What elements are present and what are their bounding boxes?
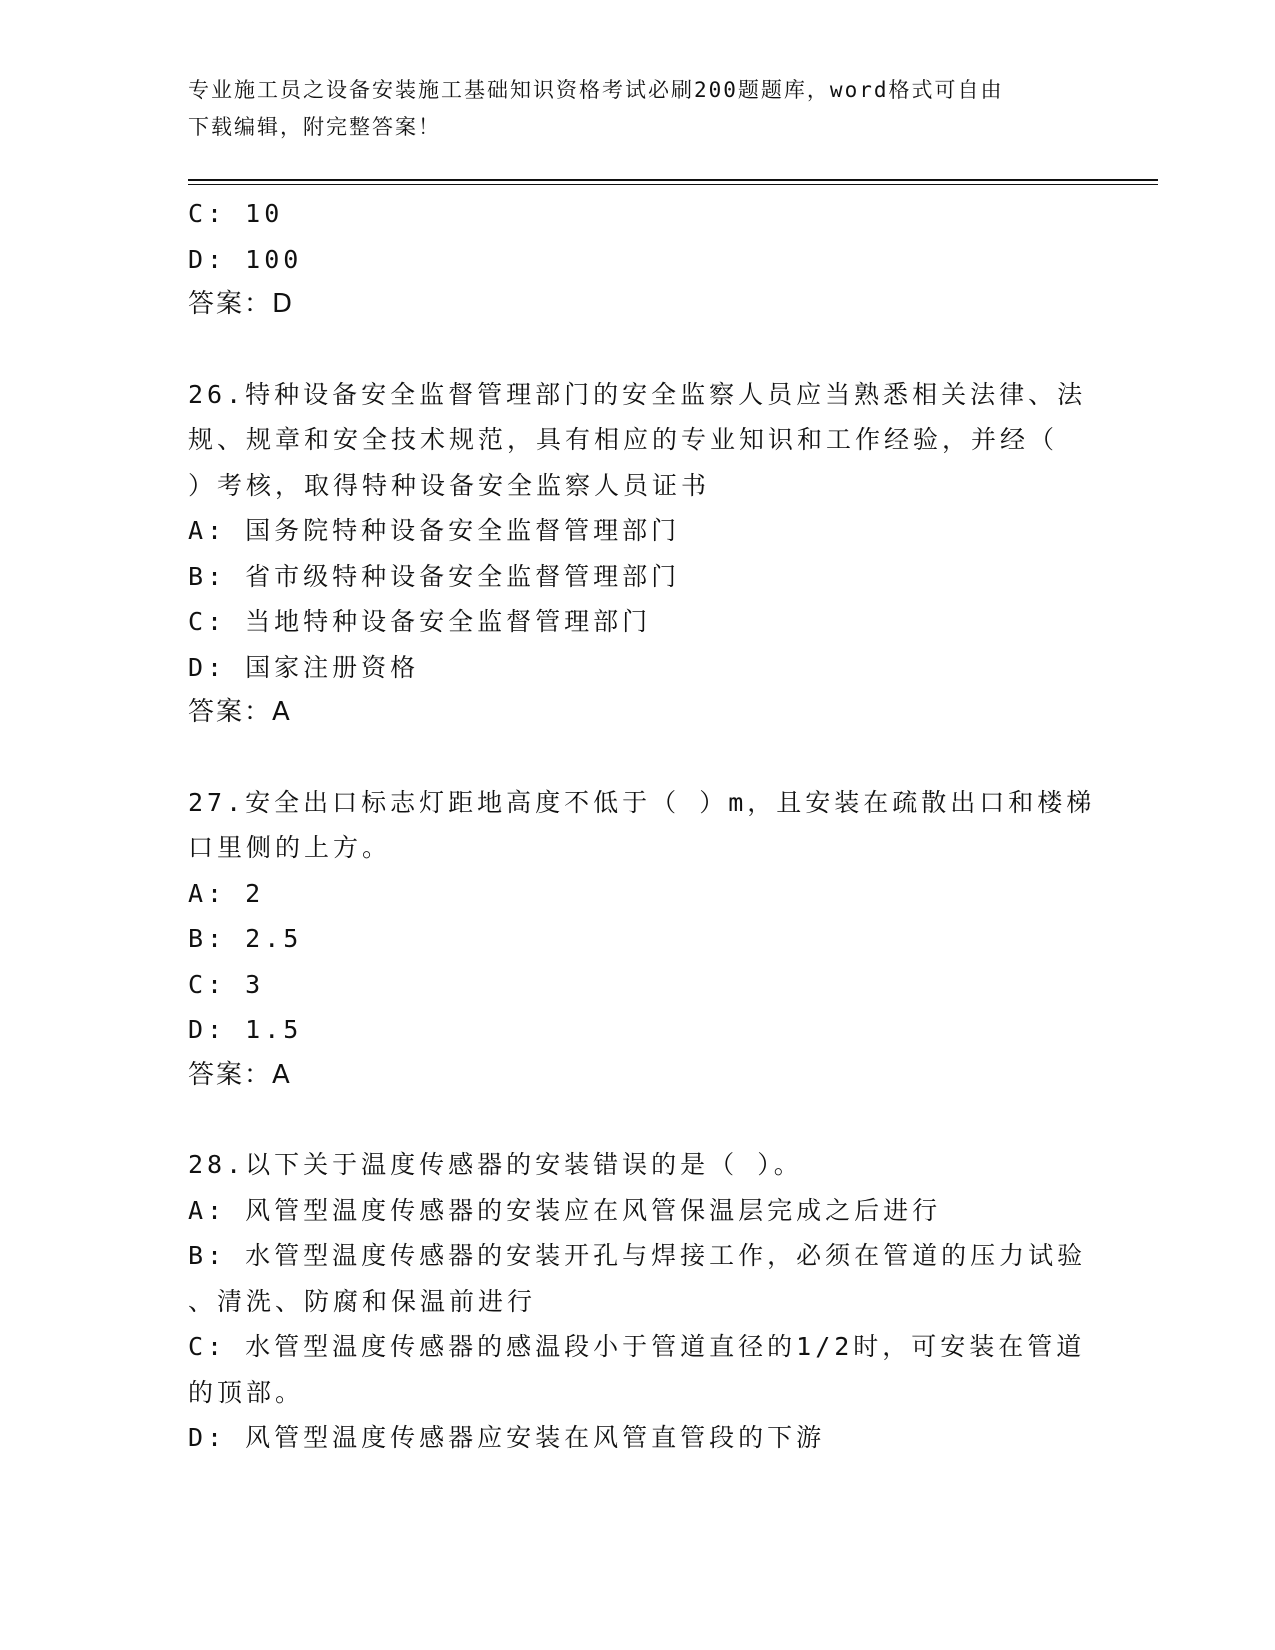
option-d: D: 1.5 bbox=[188, 1015, 303, 1044]
spacer bbox=[188, 736, 1088, 780]
question-text: 27.安全出口标志灯距地高度不低于（ ）m，且安装在疏散出口和楼梯 bbox=[188, 787, 1096, 817]
option-b: B: 省市级特种设备安全监督管理部门 bbox=[188, 561, 681, 591]
option-a: A: 国务院特种设备安全监督管理部门 bbox=[188, 516, 681, 545]
option-c-continued: 的顶部。 bbox=[188, 1377, 305, 1407]
header-rule-thin bbox=[188, 184, 1158, 185]
spacer bbox=[188, 328, 1088, 372]
answer-line: 答案：A bbox=[188, 697, 292, 727]
header-rule-thick bbox=[188, 179, 1158, 181]
option-c: C: 3 bbox=[188, 969, 265, 999]
option-d: D: 100 bbox=[188, 244, 303, 274]
question-25-tail bbox=[188, 191, 1088, 328]
option-b-continued: 、清洗、防腐和保温前进行 bbox=[188, 1286, 537, 1316]
question-text: 规、规章和安全技术规范，具有相应的专业知识和工作经验，并经（ bbox=[188, 425, 1059, 454]
option-c: C: 10 bbox=[188, 199, 284, 228]
option-d: D: 风管型温度传感器应安装在风管直管段的下游 bbox=[188, 1423, 826, 1452]
question-text: ）考核，取得特种设备安全监察人员证书 bbox=[188, 470, 711, 500]
answer-line: 答案：A bbox=[188, 1059, 292, 1090]
question-28 bbox=[188, 1142, 1088, 1461]
option-d: D: 国家注册资格 bbox=[188, 652, 420, 682]
document-header: 专业施工员之设备安装施工基础知识资格考试必刷200题题库，word格式可自由 下载编辑，附完整答案！ bbox=[188, 78, 1004, 139]
question-list bbox=[188, 191, 1096, 1461]
option-a: A: 2 bbox=[188, 878, 265, 908]
option-c: C: 水管型温度传感器的感温段小于管道直径的1/2时，可安装在管道 bbox=[188, 1332, 1086, 1361]
question-text: 口里侧的上方。 bbox=[188, 833, 392, 862]
question-26 bbox=[188, 372, 1088, 736]
question-text: 26.特种设备安全监督管理部门的安全监察人员应当熟悉相关法律、法 bbox=[188, 379, 1087, 409]
question-27 bbox=[188, 780, 1096, 1099]
option-b: B: 2.5 bbox=[188, 924, 303, 953]
answer-line: 答案：D bbox=[188, 289, 295, 319]
spacer bbox=[188, 1098, 1088, 1142]
option-a: A: 风管型温度传感器的安装应在风管保温层完成之后进行 bbox=[188, 1195, 942, 1225]
option-c: C: 当地特种设备安全监督管理部门 bbox=[188, 607, 652, 636]
question-text: 28.以下关于温度传感器的安装错误的是（ ）。 bbox=[188, 1150, 803, 1179]
option-b: B: 水管型温度传感器的安装开孔与焊接工作，必须在管道的压力试验 bbox=[188, 1241, 1087, 1270]
